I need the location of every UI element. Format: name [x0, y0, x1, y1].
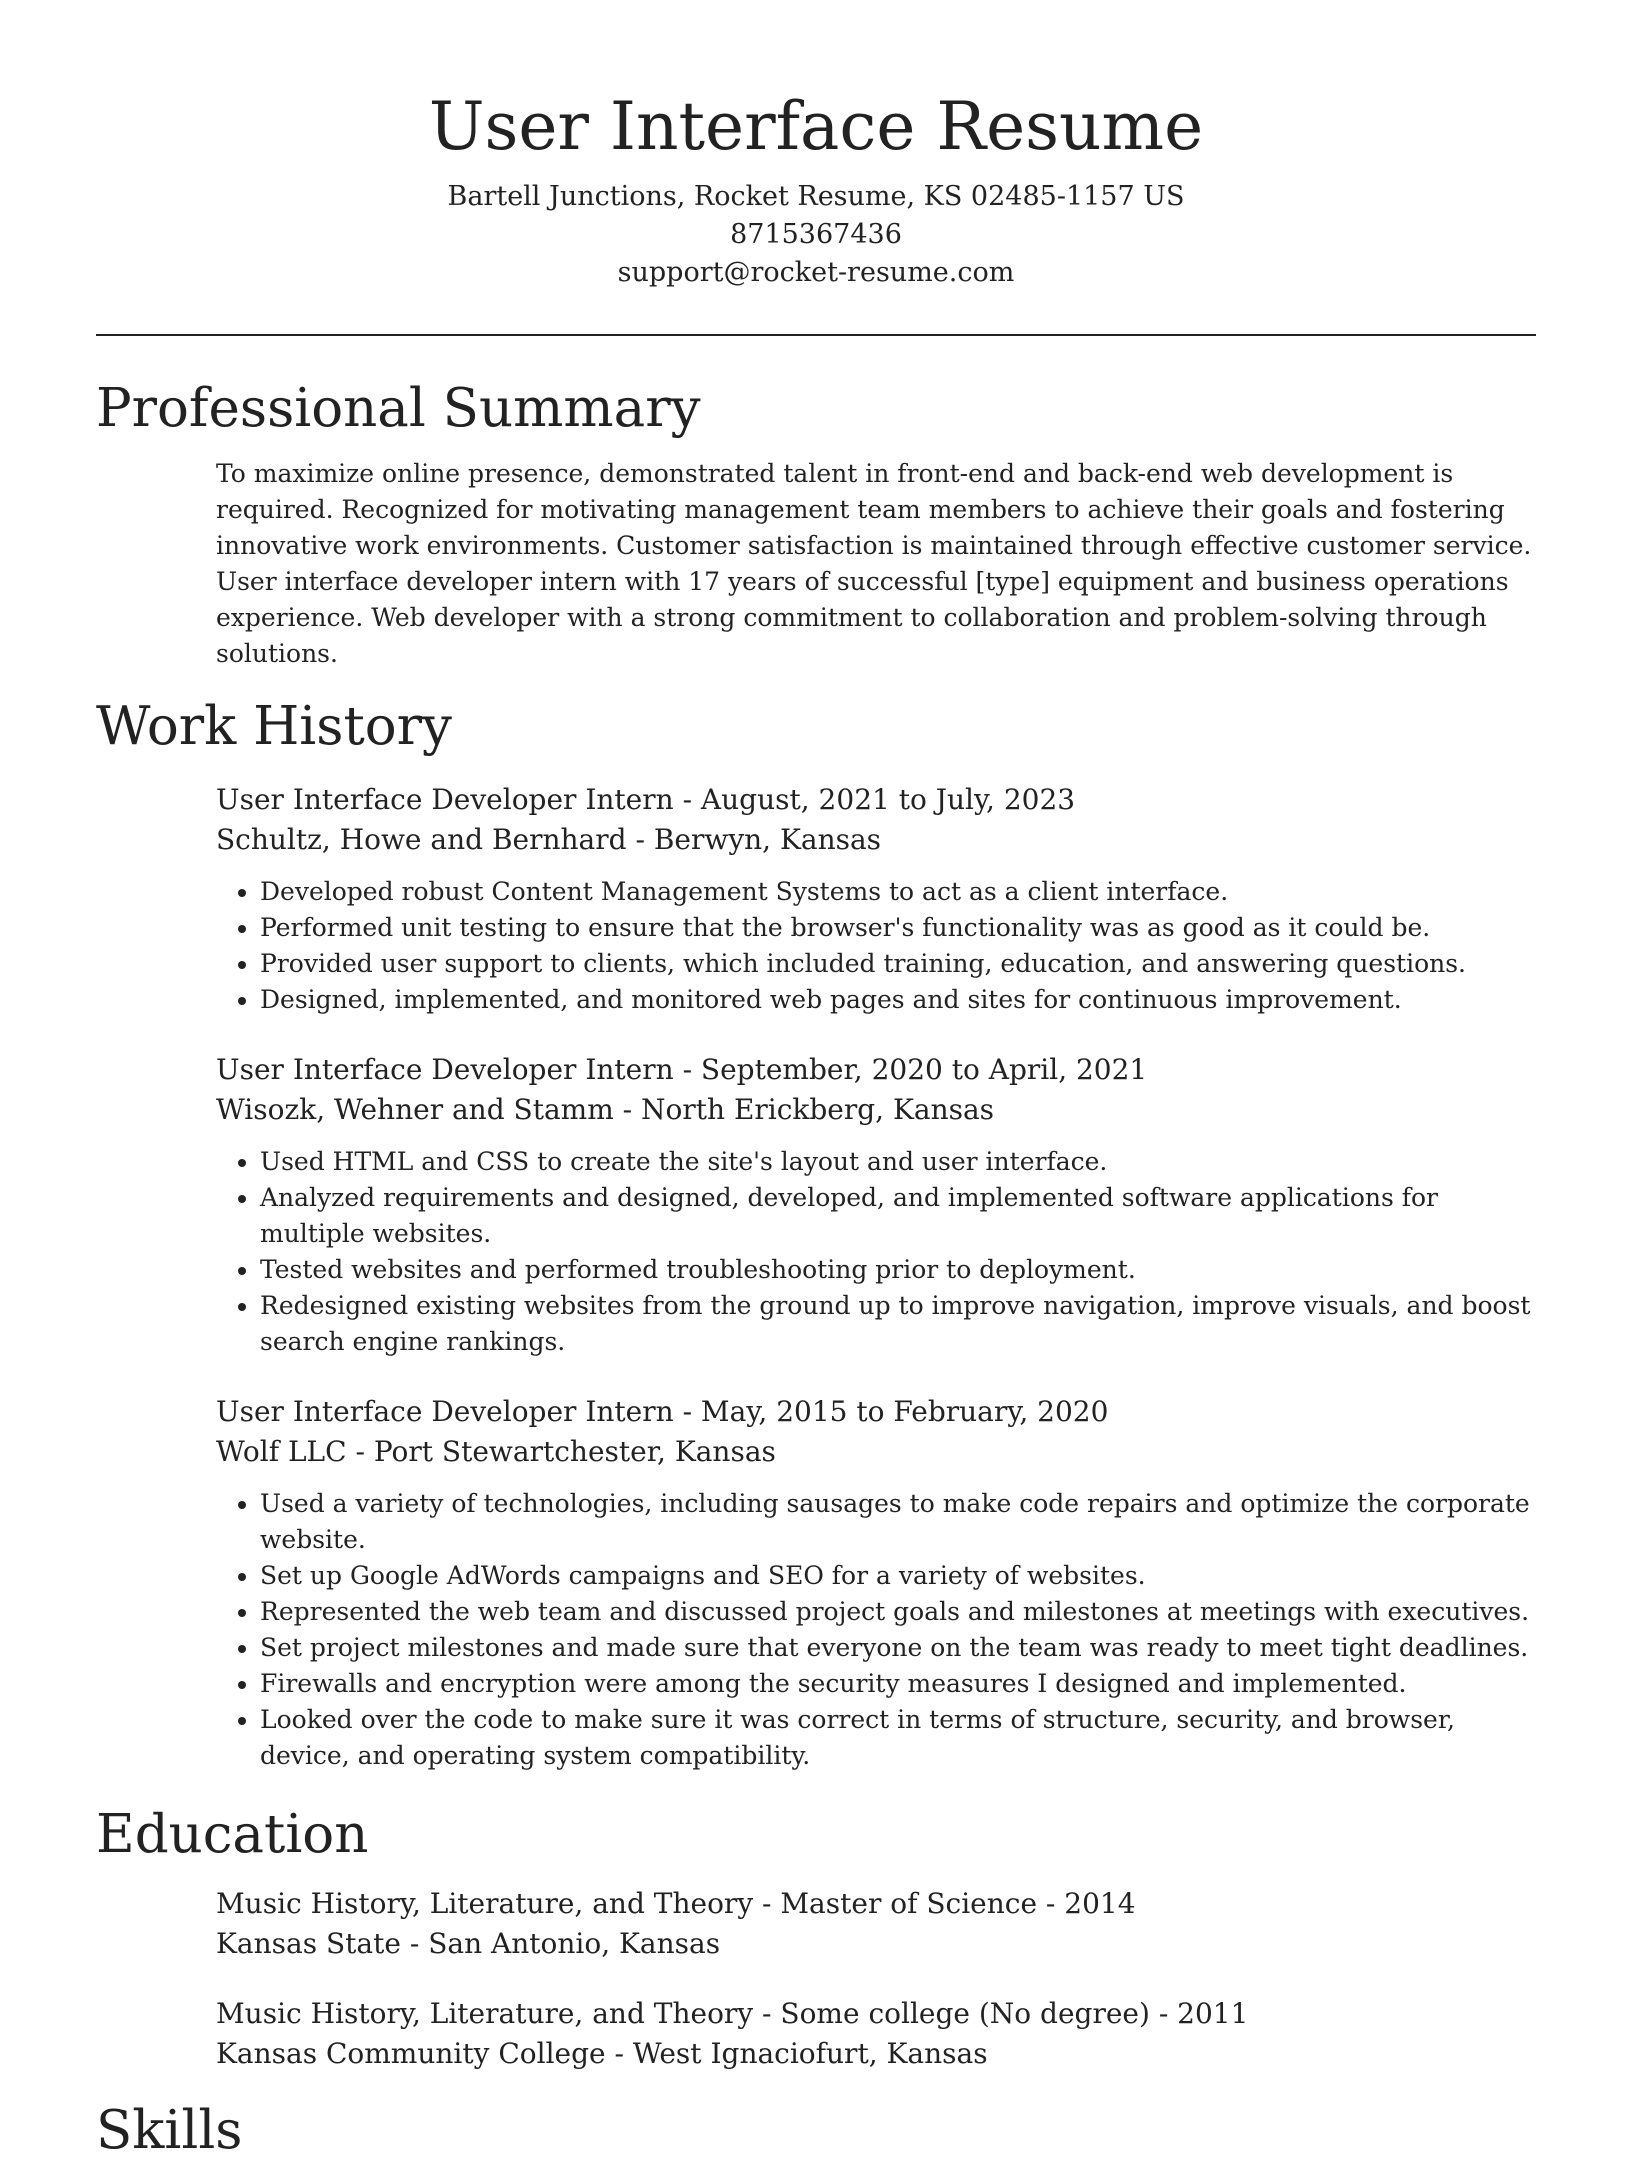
skills-heading: Skills [96, 2100, 243, 2161]
school-line: Kansas State - San Antonio, Kansas [216, 1927, 721, 1960]
address-text: Bartell Junctions, Rocket Resume, KS 02485-1157 US [447, 181, 1185, 212]
job-title-line: User Interface Developer Intern - September, 2020 to April, 2021 [216, 1053, 1148, 1086]
education-entry [216, 1884, 1536, 1964]
list-item: • Used HTML and CSS to create the site's layout and user interface. [260, 1144, 1536, 1180]
work-history-section [96, 692, 1536, 1774]
summary-text: To maximize online presence, demonstrated talent in front-end and back-end web development is required. Recognized for motivating management team members to achieve their goals and fostering innovative work environments. Customer satisfaction is maintained through effective customer service. User interface developer intern with 17 years of successful [type] equipment and business operations experience. Web developer with a strong commitment to collaboration and problem-solving through solutions. [216, 459, 1532, 668]
resume-header [96, 0, 1536, 292]
phone-text: 8715367436 [730, 219, 902, 250]
summary-section [96, 374, 1536, 672]
work-history-heading: Work History [96, 696, 452, 757]
job-entry [216, 1392, 1536, 1774]
school-line: Kansas Community College - West Ignaciofurt, Kansas [216, 2037, 988, 2070]
list-item: • Developed robust Content Management Systems to act as a client interface. [260, 874, 1536, 910]
education-list [96, 1884, 1536, 2074]
degree-line: Music History, Literature, and Theory - Some college (No degree) - 2011 [216, 1997, 1249, 2030]
list-item: • Firewalls and encryption were among the security measures I designed and implemented. [260, 1666, 1536, 1702]
job-company-line: Wisozk, Wehner and Stamm - North Erickberg, Kansas [216, 1093, 995, 1126]
education-entry [216, 1994, 1536, 2074]
header-divider [96, 334, 1536, 336]
job-title-line: User Interface Developer Intern - August, 2021 to July, 2023 [216, 783, 1076, 816]
list-item: • Looked over the code to make sure it was correct in terms of structure, security, and browser, device, and operating system compatibility. [260, 1702, 1536, 1774]
job-bullets [216, 874, 1536, 1018]
list-item: • Provided user support to clients, which included training, education, and answering questions. [260, 946, 1536, 982]
job-company-line: Wolf LLC - Port Stewartchester, Kansas [216, 1435, 776, 1468]
list-item: • Set up Google AdWords campaigns and SEO for a variety of websites. [260, 1558, 1536, 1594]
job-entry [216, 780, 1536, 1018]
list-item: • Used a variety of technologies, including sausages to make code repairs and optimize the corporate website. [260, 1486, 1536, 1558]
job-company-line: Schultz, Howe and Bernhard - Berwyn, Kansas [216, 823, 882, 856]
list-item: • Redesigned existing websites from the ground up to improve navigation, improve visuals, and boost search engine rankings. [260, 1288, 1536, 1360]
job-bullets [216, 1486, 1536, 1774]
degree-line: Music History, Literature, and Theory - Master of Science - 2014 [216, 1887, 1136, 1920]
job-bullets [216, 1144, 1536, 1360]
job-title-line: User Interface Developer Intern - May, 2015 to February, 2020 [216, 1395, 1109, 1428]
email-text: support@rocket-resume.com [617, 257, 1015, 288]
summary-heading: Professional Summary [96, 378, 701, 439]
list-item: • Performed unit testing to ensure that the browser's functionality was as good as it could be. [260, 910, 1536, 946]
list-item: • Represented the web team and discussed project goals and milestones at meetings with executives. [260, 1594, 1536, 1630]
contact-info [96, 178, 1536, 292]
list-item: • Analyzed requirements and designed, developed, and implemented software applications for multiple websites. [260, 1180, 1536, 1252]
resume-page [96, 0, 1536, 2166]
education-heading: Education [96, 1804, 369, 1865]
list-item: • Tested websites and performed troubleshooting prior to deployment. [260, 1252, 1536, 1288]
resume-title: User Interface Resume [428, 88, 1204, 165]
job-entry [216, 1050, 1536, 1360]
jobs-list [96, 780, 1536, 1774]
list-item: • Set project milestones and made sure that everyone on the team was ready to meet tight deadlines. [260, 1630, 1536, 1666]
skills-section [96, 2096, 1536, 2166]
list-item: • Designed, implemented, and monitored web pages and sites for continuous improvement. [260, 982, 1536, 1018]
education-section [96, 1800, 1536, 2074]
